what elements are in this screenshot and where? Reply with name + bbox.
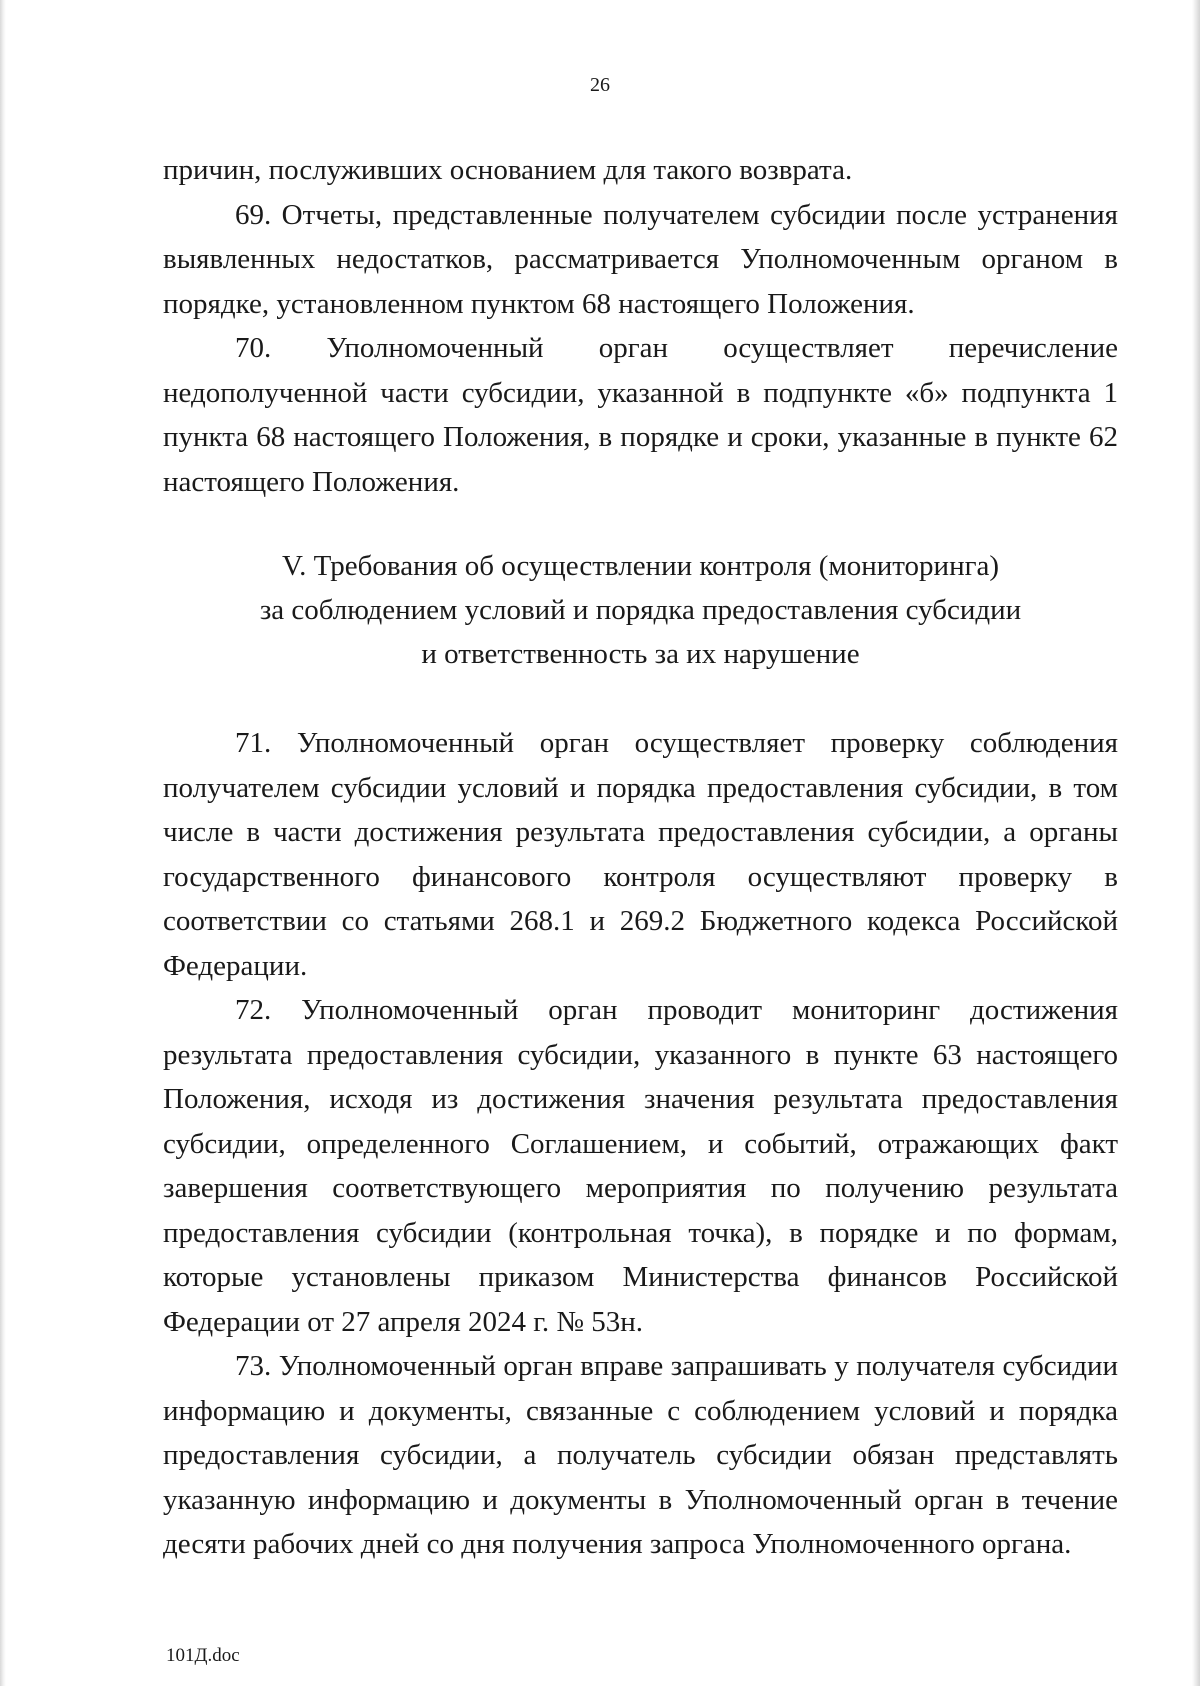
scan-edge-right xyxy=(1192,0,1200,1686)
paragraph-69: 69. Отчеты, представленные получателем субсидии после устранения выявленных недостатков, рассматривается Уполномоченным органом в порядке, установленном пунктом 68 настоящего Положения. xyxy=(163,198,1118,320)
section-heading-line-3: и ответственность за их нарушение xyxy=(421,638,860,670)
paragraph-71: 71. Уполномоченный орган осуществляет проверку соблюдения получателем субсидии условий и порядка предоставления субсидии, в том числе в части достижения результата предоставления субсидии, а органы государственного финансового контроля осуществляют проверку в соответствии со статьями 268.1 и 269.2 Бюджетного кодекса Российской Федерации. xyxy=(163,727,1118,982)
section-heading-line-1: V. Требования об осуществлении контроля (мониторинга) xyxy=(281,550,1000,582)
paragraph-72: 72. Уполномоченный орган проводит мониторинг достижения результата предоставления субсидии, указанного в пункте 63 настоящего Положения, исходя из достижения значения результата предоставления субсидии, определенного Соглашением, и событий, отражающих факт завершения соответствующего мероприятия по получению результата предоставления субсидии (контрольная точка), в порядке и по формам, которые установлены приказом Министерства финансов Российской Федерации от 27 апреля 2024 г. № 53н. xyxy=(163,994,1118,1338)
section-heading-line-2: за соблюдением условий и порядка предоставления субсидии xyxy=(259,594,1022,626)
scan-edge-left xyxy=(0,0,6,1686)
page-number: 26 xyxy=(590,74,610,96)
file-name-footer: 101Д.doc xyxy=(166,1645,240,1666)
paragraph-70: 70. Уполномоченный орган осуществляет перечисление недополученной части субсидии, указанной в подпункте «б» подпункта 1 пункта 68 настоящего Положения, в порядке и сроки, указанные в пункте 62 настоящего Положения. xyxy=(163,332,1118,498)
document-body xyxy=(163,148,1118,1567)
paragraph-73: 73. Уполномоченный орган вправе запрашивать у получателя субсидии информацию и документы, связанные с соблюдением условий и порядка предоставления субсидии, а получатель субсидии обязан представлять указанную информацию и документы в Уполномоченный орган в течение десяти рабочих дней со дня получения запроса Уполномоченного органа. xyxy=(163,1350,1118,1560)
section-heading xyxy=(163,544,1118,676)
paragraph-continuation: причин, послуживших основанием для такого возврата. xyxy=(163,154,853,186)
